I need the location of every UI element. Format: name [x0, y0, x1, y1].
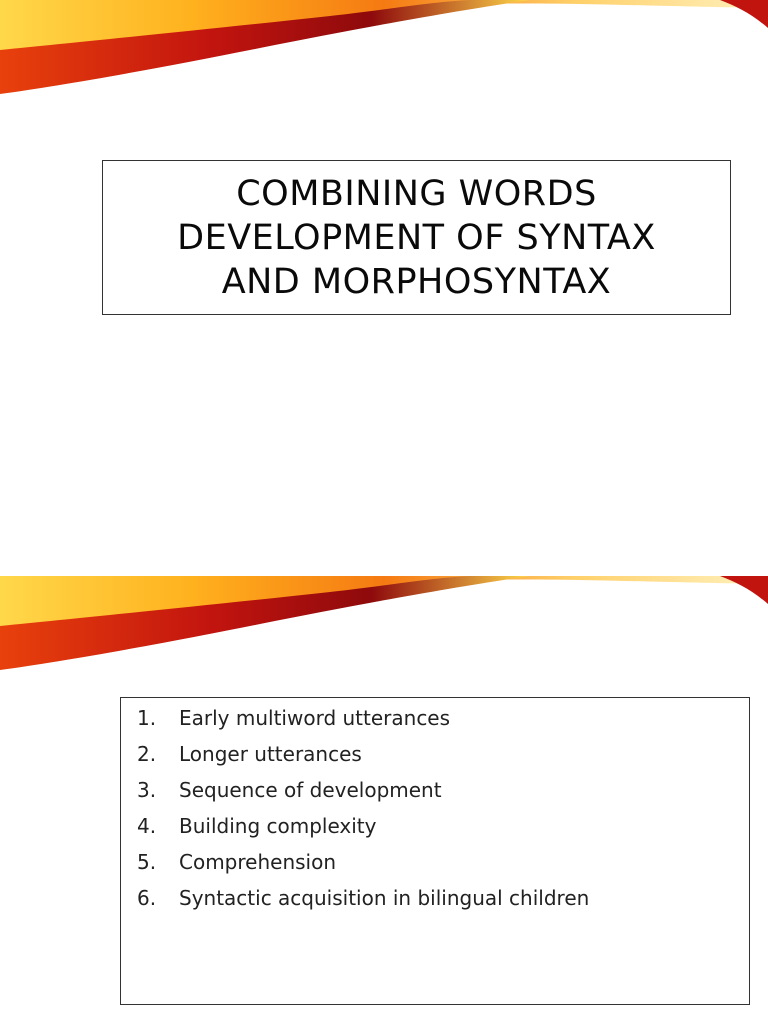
slide-2 — [0, 576, 768, 1024]
list-item — [137, 808, 589, 844]
list-item — [137, 700, 589, 736]
decorative-swoosh — [0, 576, 768, 676]
item-number: 5. — [137, 850, 157, 874]
item-number: 6. — [137, 886, 157, 910]
decorative-swoosh — [0, 0, 768, 100]
item-text: Longer utterances — [179, 742, 362, 766]
title-line-3: AND MORPHOSYNTAX — [221, 261, 612, 302]
item-text: Early multiword utterances — [179, 706, 451, 730]
title-line-1: COMBINING WORDS — [236, 173, 597, 214]
list-item — [137, 880, 589, 916]
agenda-list — [137, 700, 589, 916]
agenda-box — [120, 697, 750, 1005]
item-text: Building complexity — [179, 814, 377, 838]
title-box — [102, 160, 731, 315]
item-text: Comprehension — [179, 850, 337, 874]
item-text: Sequence of development — [179, 778, 442, 802]
item-number: 4. — [137, 814, 157, 838]
item-number: 1. — [137, 706, 157, 730]
list-item — [137, 772, 589, 808]
item-text: Syntactic acquisition in bilingual children — [179, 886, 590, 910]
list-item — [137, 736, 589, 772]
list-item — [137, 844, 589, 880]
slide-gap — [0, 512, 768, 576]
title-line-2: DEVELOPMENT OF SYNTAX — [177, 217, 656, 258]
item-number: 3. — [137, 778, 157, 802]
item-number: 2. — [137, 742, 157, 766]
